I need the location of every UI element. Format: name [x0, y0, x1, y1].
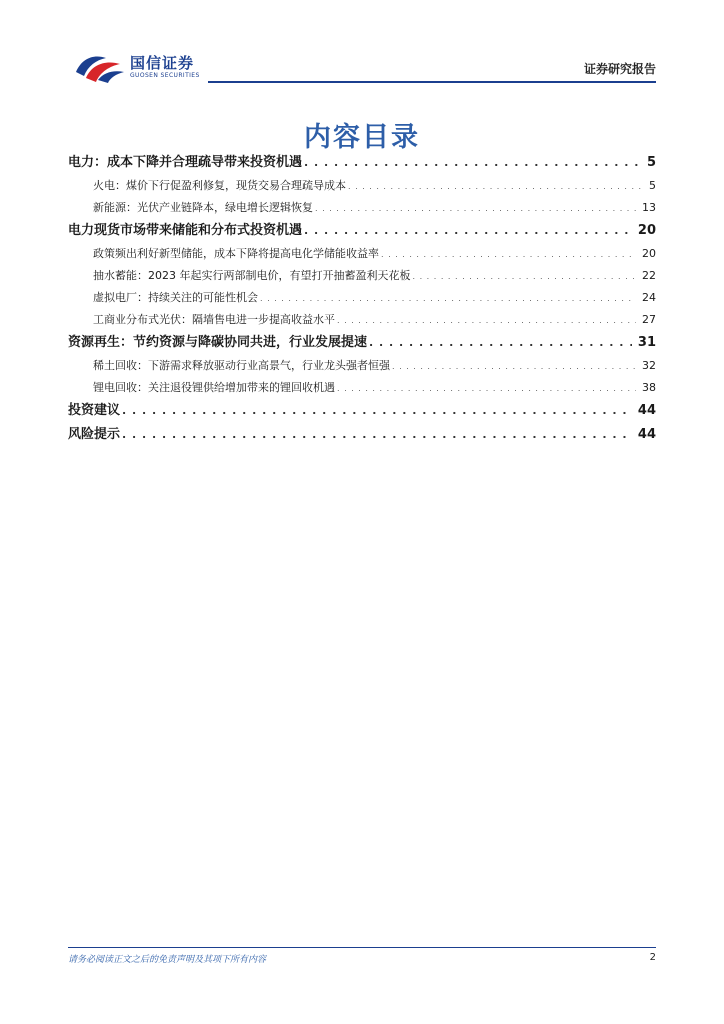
toc-entry-page: 27 — [642, 313, 656, 326]
toc-entry[interactable] — [68, 377, 656, 399]
toc-entry[interactable] — [68, 331, 656, 355]
toc-leader-dots — [315, 198, 636, 219]
toc-entry-page: 5 — [649, 179, 656, 192]
toc-entry[interactable] — [68, 355, 656, 377]
toc-entry[interactable] — [68, 151, 656, 175]
toc-entry-text: 投资建议 — [68, 399, 122, 423]
toc-entry[interactable] — [68, 309, 656, 331]
toc-entry-page: 38 — [642, 381, 656, 394]
toc-leader-dots — [392, 356, 636, 377]
footer-divider — [68, 947, 656, 948]
toc-entry[interactable] — [68, 175, 656, 197]
toc-leader-dots — [381, 244, 636, 265]
toc-entry-page: 22 — [642, 269, 656, 282]
toc-leader-dots — [337, 378, 636, 399]
toc-leader-dots — [413, 266, 637, 287]
toc-leader-dots — [122, 423, 632, 447]
toc-entry-text: 电力：成本下降并合理疏导带来投资机遇 — [68, 151, 304, 175]
toc-entry[interactable] — [68, 399, 656, 423]
footer-disclaimer: 请务必阅读正文之后的免责声明及其项下所有内容 — [68, 955, 267, 965]
toc-entry-page: 44 — [637, 427, 656, 442]
toc-entry[interactable] — [68, 287, 656, 309]
toc-entry-text: 锂电回收：关注退役锂供给增加带来的锂回收机遇 — [93, 377, 337, 399]
toc-entry-text: 风险提示 — [68, 423, 122, 447]
toc-entry[interactable] — [68, 219, 656, 243]
toc-entry[interactable] — [68, 197, 656, 219]
toc-entry-text: 工商业分布式光伏：隔墙售电进一步提高收益水平 — [93, 309, 337, 331]
toc-entry-text: 稀土回收：下游需求释放驱动行业高景气，行业龙头强者恒强 — [93, 355, 392, 377]
toc-entry-page: 20 — [642, 247, 656, 260]
toc-leader-dots — [348, 176, 643, 197]
logo-chinese-name: 国信证券 — [130, 54, 195, 72]
toc-title: 内容目录 — [304, 122, 420, 153]
toc-entry-text: 电力现货市场带来储能和分布式投资机遇 — [68, 219, 304, 243]
toc-leader-dots — [304, 219, 632, 243]
toc-entry-page: 32 — [642, 359, 656, 372]
page-number: 2 — [649, 952, 656, 963]
toc-entry-page: 5 — [646, 155, 656, 170]
toc-leader-dots — [337, 310, 636, 331]
toc-entry-page: 24 — [642, 291, 656, 304]
toc-entry-text: 抽水蓄能：2023 年起实行两部制电价，有望打开抽蓄盈利天花板 — [93, 265, 413, 287]
toc-entry-text: 火电：煤价下行促盈利修复，现货交易合理疏导成本 — [93, 175, 348, 197]
toc-entry-text: 新能源：光伏产业链降本，绿电增长逻辑恢复 — [93, 197, 315, 219]
toc-entry-page: 31 — [637, 335, 656, 350]
toc-entry[interactable] — [68, 423, 656, 447]
toc-entry-page: 13 — [642, 201, 656, 214]
logo-english-name: GUOSEN SECURITIES — [130, 72, 200, 79]
report-type-label: 证券研究报告 — [583, 62, 656, 76]
table-of-contents — [68, 151, 656, 447]
toc-leader-dots — [260, 288, 636, 309]
toc-entry-text: 政策频出利好新型储能，成本下降将提高电化学储能收益率 — [93, 243, 381, 265]
toc-leader-dots — [304, 151, 641, 175]
toc-entry-page: 20 — [637, 223, 656, 238]
header-divider — [208, 81, 656, 83]
toc-leader-dots — [369, 331, 632, 355]
guosen-logo-icon — [72, 50, 132, 84]
toc-entry-text: 虚拟电厂：持续关注的可能性机会 — [93, 287, 260, 309]
page-header — [72, 48, 656, 88]
toc-entry-page: 44 — [637, 403, 656, 418]
toc-entry[interactable] — [68, 265, 656, 287]
toc-entry-text: 资源再生：节约资源与降碳协同共进，行业发展提速 — [68, 331, 369, 355]
toc-leader-dots — [122, 399, 632, 423]
toc-entry[interactable] — [68, 243, 656, 265]
